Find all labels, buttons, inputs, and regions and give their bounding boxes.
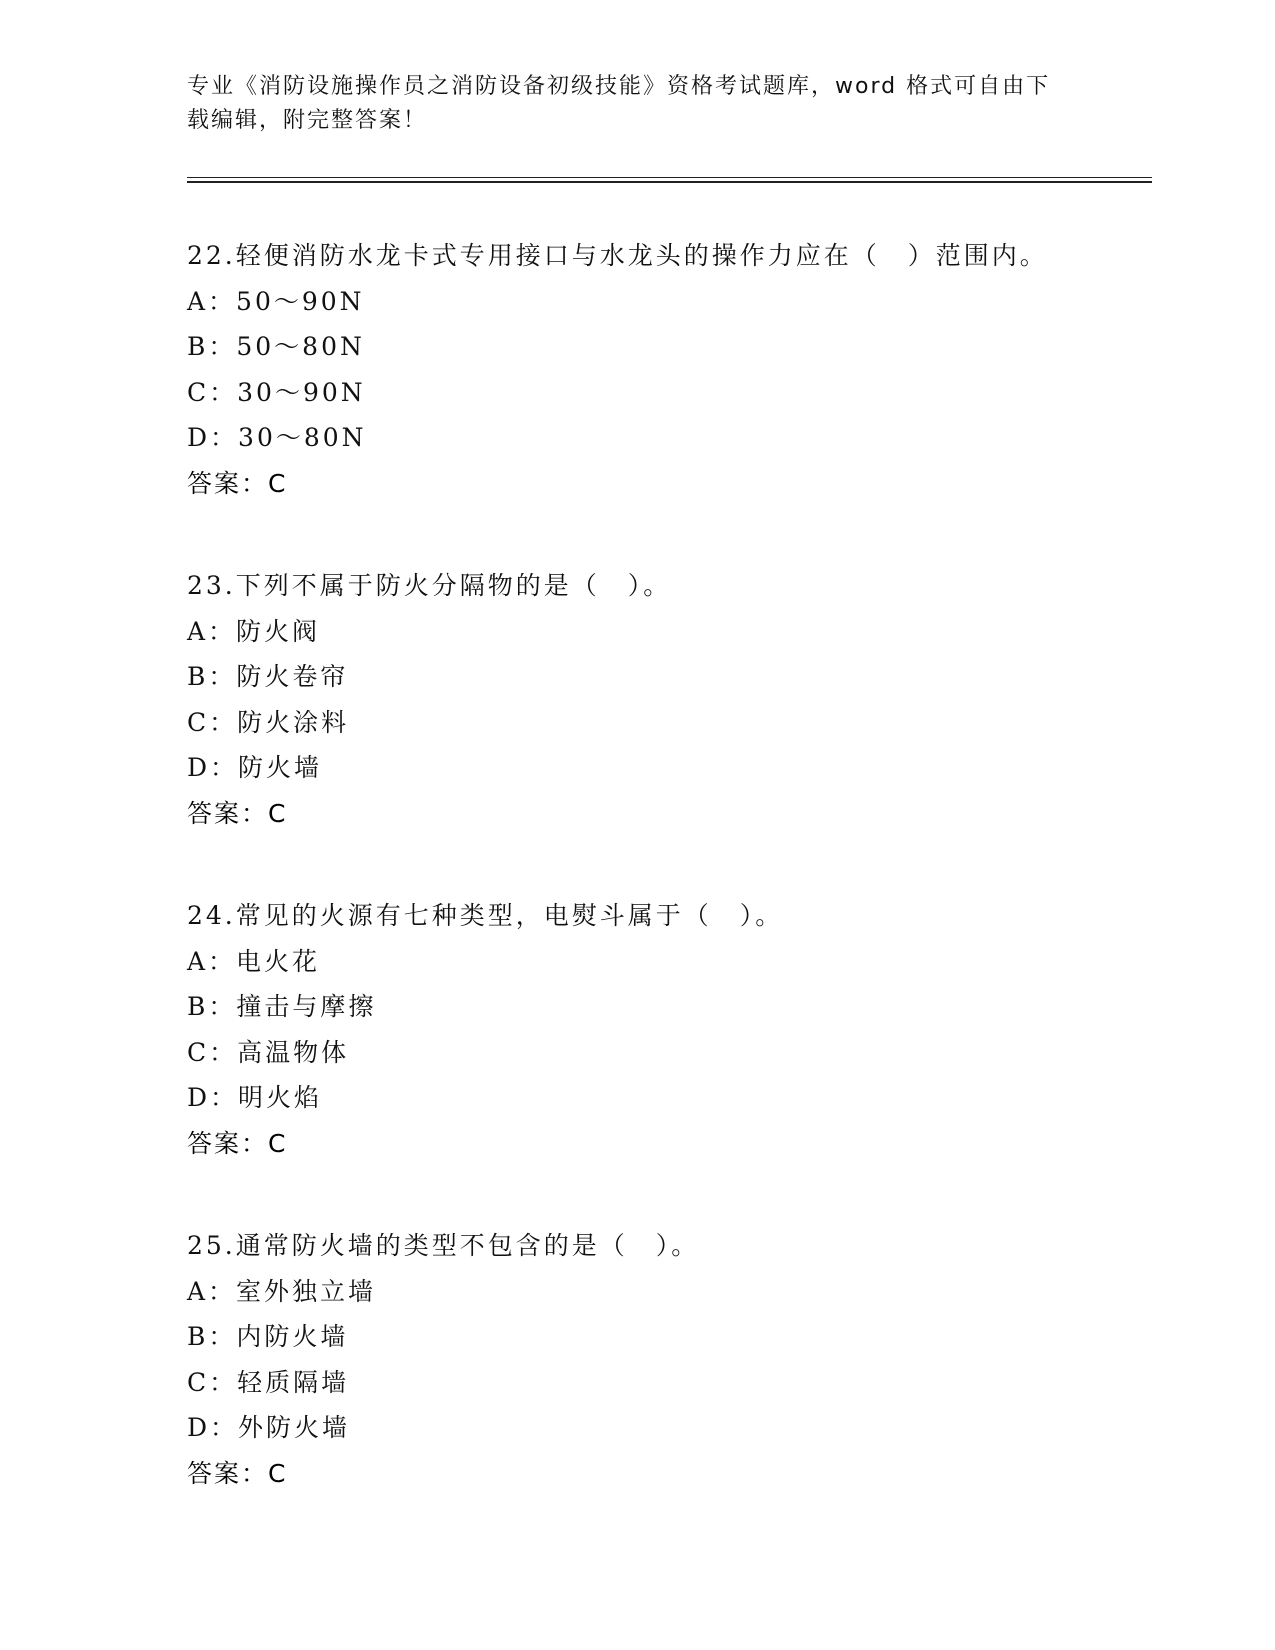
question-stem: 24.常见的火源有七种类型，电熨斗属于（ ）。 bbox=[187, 901, 784, 930]
question-22 bbox=[187, 233, 1152, 506]
answer-line: 答案：C bbox=[187, 1458, 288, 1488]
option-c: C：轻质隔墙 bbox=[187, 1367, 350, 1397]
option-d: D：明火焰 bbox=[187, 1083, 323, 1112]
document-header: 专业《消防设施操作员之消防设备初级技能》资格考试题库，word 格式可自由下载编辑，附完整答案！ bbox=[187, 74, 1051, 133]
option-b: B：防火卷帘 bbox=[187, 662, 349, 691]
option-a: A：防火阀 bbox=[187, 616, 321, 646]
option-c: C：30～90N bbox=[187, 377, 366, 407]
answer-line: 答案：C bbox=[187, 468, 288, 498]
question-23 bbox=[187, 563, 1152, 836]
question-stem: 25.通常防火墙的类型不包含的是（ ）。 bbox=[187, 1231, 700, 1260]
answer-line: 答案：C bbox=[187, 798, 288, 828]
option-b: B：内防火墙 bbox=[187, 1322, 349, 1351]
question-stem: 22.轻便消防水龙卡式专用接口与水龙头的操作力应在（ ）范围内。 bbox=[187, 241, 1048, 270]
question-24 bbox=[187, 893, 1152, 1166]
option-d: D：防火墙 bbox=[187, 753, 323, 782]
option-a: A：室外独立墙 bbox=[187, 1276, 377, 1306]
question-25 bbox=[187, 1223, 1152, 1496]
answer-line: 答案：C bbox=[187, 1128, 288, 1158]
question-list bbox=[187, 233, 1152, 1553]
option-b: B：50～80N bbox=[187, 332, 365, 361]
option-d: D：30～80N bbox=[187, 423, 367, 452]
header-divider-top bbox=[187, 177, 1152, 178]
option-b: B：撞击与摩擦 bbox=[187, 992, 377, 1021]
header-divider-bottom bbox=[187, 181, 1152, 183]
option-a: A：电火花 bbox=[187, 946, 321, 976]
question-stem: 23.下列不属于防火分隔物的是（ ）。 bbox=[187, 571, 672, 600]
option-c: C：高温物体 bbox=[187, 1037, 350, 1067]
option-d: D：外防火墙 bbox=[187, 1413, 351, 1442]
option-a: A：50～90N bbox=[187, 286, 365, 316]
option-c: C：防火涂料 bbox=[187, 707, 350, 737]
